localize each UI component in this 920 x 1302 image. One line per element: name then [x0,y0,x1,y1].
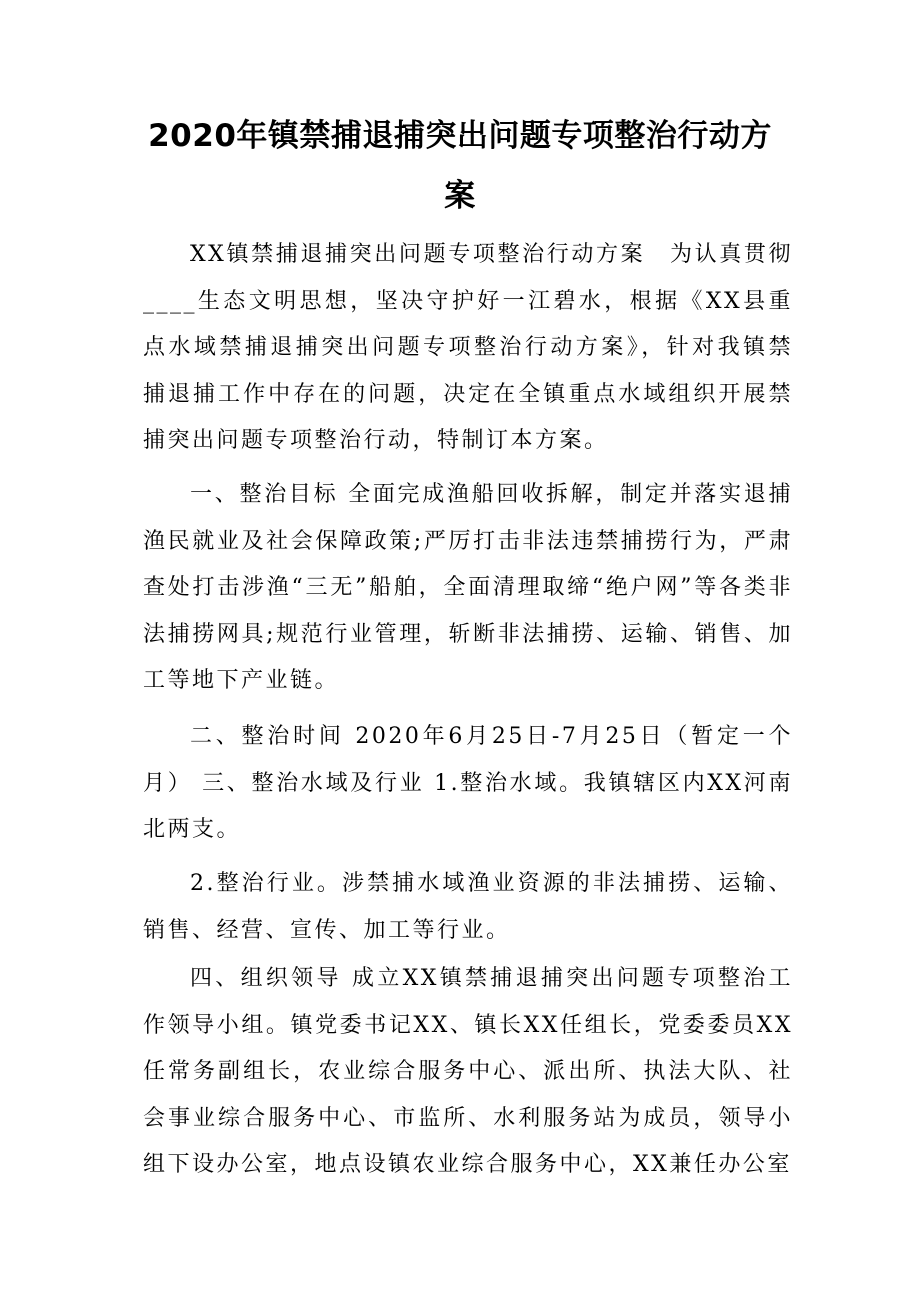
paragraph-intro: XX镇禁捕退捕突出问题专项整治行动方案 为认真贯彻____生态文明思想，坚决守护好一江碧水，根据《XX县重点水域禁捕退捕突出问题专项整治行动方案》，针对我镇禁捕退捕工作中存在的问题，决定在全镇重点水域组织开展禁捕突出问题专项整治行动，特制订本方案。 [143,242,793,453]
paragraph-industries: 2.整治行业。涉禁捕水域渔业资源的非法捕捞、运输、销售、经营、宣传、加工等行业。 [143,871,793,943]
paragraph-goals: 一、整治目标 全面完成渔船回收拆解，制定并落实退捕渔民就业及社会保障政策;严厉打击非法违禁捕捞行为，严肃查处打击涉渔“三无”船舶，全面清理取缔“绝户网”等各类非法捕捞网具;规范行业管理，斩断非法捕捞、运输、销售、加工等地下产业链。 [143,482,793,693]
paragraph-organization: 四、组织领导 成立XX镇禁捕退捕突出问题专项整治工作领导小组。镇党委书记XX、镇长XX任组长，党委委员XX任常务副组长，农业综合服务中心、派出所、执法大队、社会事业综合服务中心、市监所、水利服务站为成员，领导小组下设办公室，地点设镇农业综合服务中心，XX兼任办公室 [143,966,793,1177]
document-title-line-1: 2020年镇禁捕退捕突出问题专项整治行动方 [148,118,772,154]
paragraph-time-and-waters: 二、整治时间 2020年6月25日-7月25日（暂定一个月） 三、整治水域及行业 1.整治水域。我镇辖区内XX河南北两支。 [143,724,793,842]
document-title-line-2: 案 [444,178,476,214]
